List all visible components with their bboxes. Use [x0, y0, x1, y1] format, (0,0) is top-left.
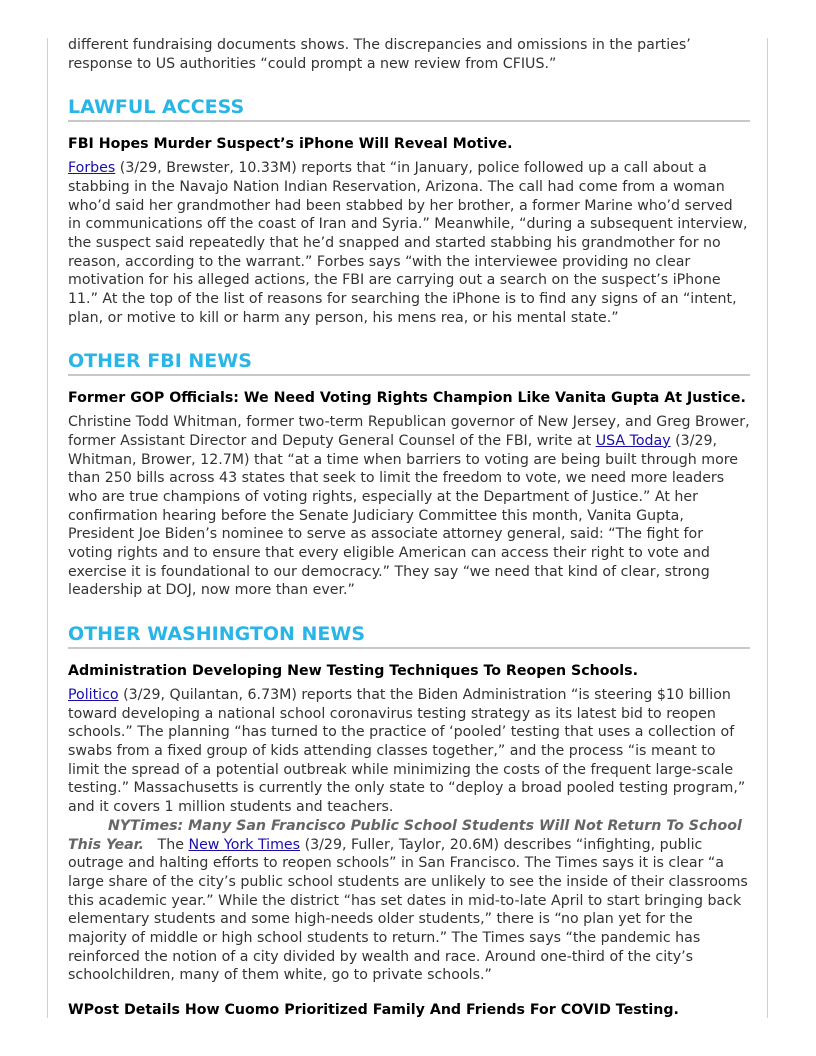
article-text: (3/29, Brewster, 10.33M) reports that “in January, police followed up a call about a stabbing in the Navajo Nation Indian Reservation, Arizona. The call had come from a woman who’d said her grandmother had been stabbed by her brother, a former Marine who’d served in communications off the coast of Iran and Syria.” Meanwhile, “during a subsequent interview, the suspect said repeatedly that he’d snapped and started stabbing his grandmother for no reason, according to the warrant.” Forbes says “with the interviewee providing no clear motivation for his alleged actions, the FBI are carrying out a search on the suspect’s iPhone 11.” At the top of the list of reasons for searching the iPhone is to find any signs of an “intent, plan, or motive to kill or harm any person, his mens rea, or his mental state.” — [68, 160, 748, 326]
source-link-usa-today[interactable]: USA Today — [595, 432, 671, 449]
article-title: Administration Developing New Testing Techniques To Reopen Schools. — [68, 663, 638, 680]
article-title: Former GOP Officials: We Need Voting Rights Champion Like Vanita Gupta At Justice. — [68, 390, 746, 407]
article-body — [68, 159, 750, 327]
sub-article-text-pre: The — [144, 836, 189, 853]
source-link-forbes[interactable]: Forbes — [68, 160, 116, 177]
section-heading-other-washington-news: OTHER WASHINGTON NEWS — [68, 622, 750, 649]
section-heading-other-fbi-news: OTHER FBI NEWS — [68, 349, 750, 376]
article-text: (3/29, Quilantan, 6.73M) reports that the Biden Administration “is steering $10 billion toward developing a national school coronavirus testing strategy as its latest bid to reopen schools.” The planning “has turned to the practice of ‘pooled’ testing that uses a collection of swabs from a fixed group of kids attending classes together,” and the process “is meant to limit the spread of a potential outbreak while minimizing the costs of the frequent large-scale testing.” Massachusetts is currently the only state to “deploy a broad pooled testing program,” and it covers 1 million students and teachers. — [68, 686, 746, 816]
article-text-pre: Christine Todd Whitman, former two-term Republican governor of New Jersey, and Greg Brower, former Assistant Director and Deputy General Counsel of the FBI, write at — [68, 414, 750, 449]
section-heading-lawful-access: LAWFUL ACCESS — [68, 95, 750, 122]
article-title: WPost Details How Cuomo Prioritized Family And Friends For COVID Testing. — [68, 1002, 679, 1019]
sub-article — [68, 817, 750, 985]
sub-article-title: NYTimes: Many San Francisco Public School Students Will Not Return To School This Year. — [68, 817, 742, 853]
newsletter-content — [68, 36, 750, 1020]
source-link-new-york-times[interactable]: New York Times — [188, 836, 301, 853]
source-link-politico[interactable]: Politico — [68, 686, 119, 703]
article-title: FBI Hopes Murder Suspect’s iPhone Will Reveal Motive. — [68, 136, 513, 153]
article-body — [68, 413, 750, 600]
sub-article-text: (3/29, Fuller, Taylor, 20.6M) describes “infighting, public outrage and halting efforts to reopen schools” in San Francisco. The Times says it is clear “a large share of the city’s public school students are unlikely to see the inside of their classrooms this academic year.” While the district “has set dates in mid-to-late April to start bringing back elementary students and some high-needs older students,” there is “no plan yet for the majority of middle or high school students to return.” The Times says “the pandemic has reinforced the notion of a city divided by wealth and race. Around one-third of the city’s schoolchildren, many of them white, go to private schools.” — [68, 836, 748, 984]
intro-paragraph: different fundraising documents shows. The discrepancies and omissions in the parties’ response to US authorities “could prompt a new review from CFIUS.” — [68, 37, 691, 72]
article-text: (3/29, Whitman, Brower, 12.7M) that “at a time when barriers to voting are being built through more than 250 bills across 43 states that seek to limit the freedom to vote, we need more leaders who are true champions of voting rights, especially at the Department of Justice.” At her confirmation hearing before the Senate Judiciary Committee this month, Vanita Gupta, President Joe Biden’s nominee to serve as associate attorney general, said: “The fight for voting rights and to ensure that every eligible American can access their right to vote and exercise it is foundational to our democracy.” They say “we need that kind of clear, strong leadership at DOJ, now more than ever.” — [68, 432, 739, 599]
article-body — [68, 686, 750, 817]
